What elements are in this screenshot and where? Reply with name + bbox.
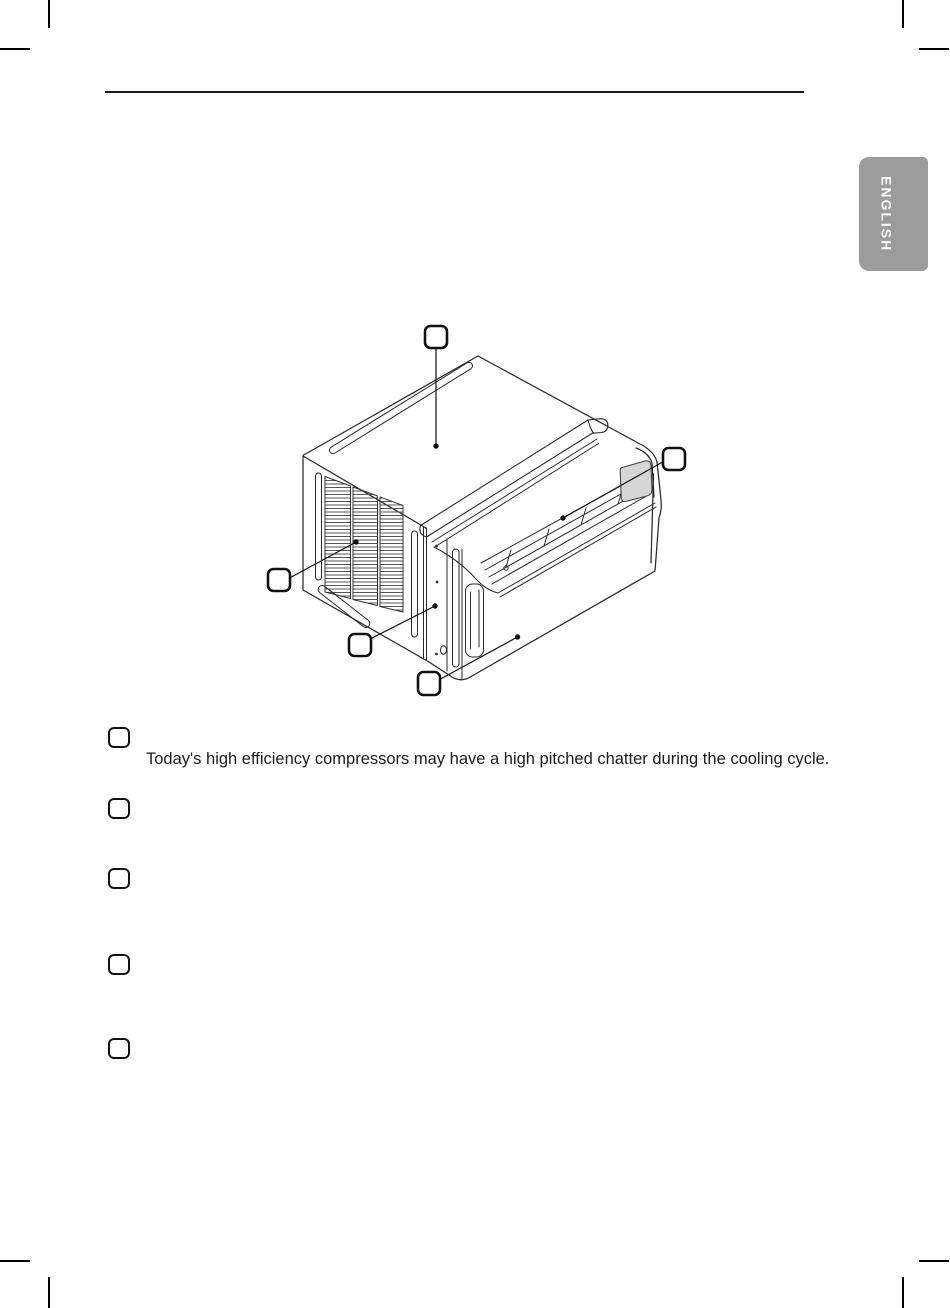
list-item-box-5 <box>108 1038 130 1059</box>
callout-box-1 <box>425 326 447 348</box>
list-item-box-1 <box>108 727 130 748</box>
control-panel-display <box>620 461 652 502</box>
callout-box-4 <box>349 634 371 656</box>
callout-box-2 <box>663 448 685 470</box>
callout-box-3 <box>268 569 290 591</box>
list-item-box-2 <box>108 798 130 819</box>
note-text: Today's high efficiency compressors may have a high pitched chatter during the cooling cycle. <box>146 750 830 768</box>
list-item-box-4 <box>108 954 130 975</box>
language-tab-label: ENGLISH <box>878 175 895 253</box>
list-item-box-3 <box>108 868 130 889</box>
callout-box-5 <box>418 672 440 695</box>
